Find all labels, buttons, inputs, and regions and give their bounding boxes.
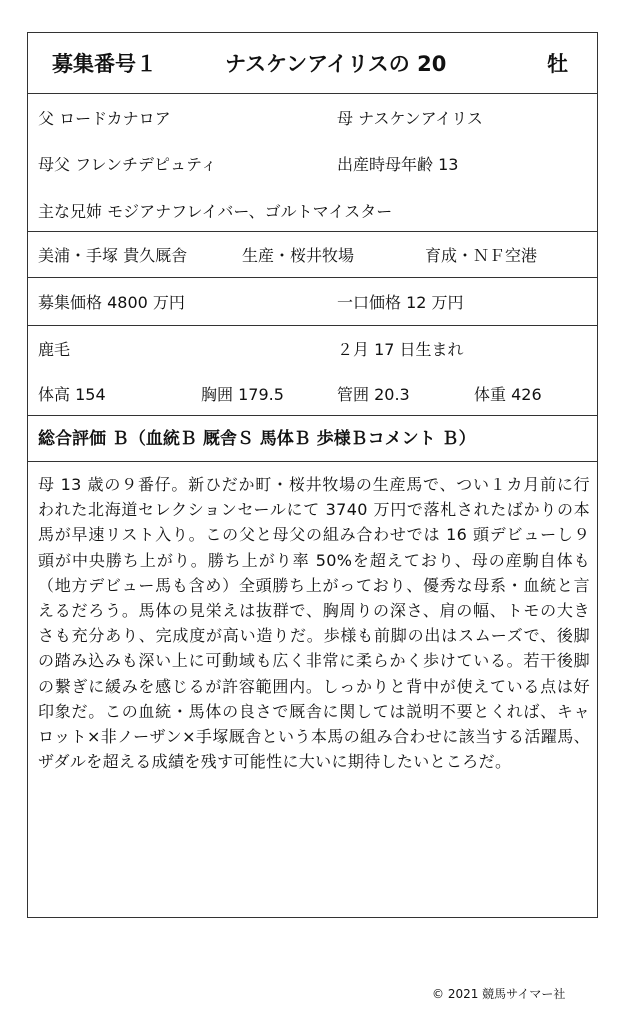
girth: 胸囲 179.5 <box>201 385 284 404</box>
recruitment-number: 募集番号１ <box>52 52 157 76</box>
share-price: 一口価格 12 万円 <box>337 293 464 312</box>
comment-text: 母 13 歳の９番仔。新ひだか町・桜井牧場の生産馬で、つい１カ月前に行われた北海道セレクションセールにて 3740 万円で落札されたばかりの本馬が早速リスト入り。この父と母父の組み合わせでは 16 頭デビューし９頭が中央勝ち上がり。勝ち上がり率 50%を超えており、母の産駒自体も（地方デビュー馬も含め）全頭勝ち上がっており、優秀な母系・血統と言えるだろう。馬体の見栄えは抜群で、胸周りの深さ、肩の幅、トモの大きさも充分あり、完成度が高い造りだ。歩様も前脚の出はスムーズで、後脚の踏み込みも深い上に可動域も広く非常に柔らかく歩けている。若干後脚の繋ぎに緩みを感じるが許容範囲内。しっかりと背中が使えている点は好印象だ。この血統・馬体の良さで厩舎に関しては説明不要とくれば、キャロット×非ノーザン×手塚厩舎という本馬の組み合わせに該当する活躍馬、ザダルを超える成績を残す可能性に大いに期待したいところだ。 <box>38 475 590 772</box>
weight: 体重 426 <box>474 385 542 404</box>
cannon: 管囲 20.3 <box>337 385 410 404</box>
horse-name: ナスケンアイリスの 20 <box>225 52 447 76</box>
pedigree-section <box>28 93 597 231</box>
trainer: 美浦・手塚 貴久厩舎 <box>38 246 188 265</box>
title-row <box>28 33 597 93</box>
sire: 父 ロードカナロア <box>38 109 171 128</box>
broodmare-sire: 母父 フレンチデピュティ <box>38 155 217 174</box>
pricing-section <box>28 277 597 325</box>
profile-section <box>28 325 597 415</box>
total-price: 募集価格 4800 万円 <box>38 293 185 312</box>
horse-info-card <box>27 32 598 918</box>
dam: 母 ナスケンアイリス <box>337 109 483 128</box>
rating-section <box>28 415 597 461</box>
height: 体高 154 <box>38 385 106 404</box>
comment-section <box>28 461 597 917</box>
birthday: ２月 17 日生まれ <box>337 340 464 359</box>
copyright: © 2021 競馬サイマー社 <box>432 987 566 1001</box>
horse-sex: 牡 <box>547 52 568 76</box>
dam-age-at-birth: 出産時母年齢 13 <box>337 155 459 174</box>
stable-section <box>28 231 597 277</box>
overall-rating: 総合評価 Ｂ（血統Ｂ 厩舎Ｓ 馬体Ｂ 歩様Ｂコメント Ｂ） <box>38 429 476 449</box>
breeder: 生産・桜井牧場 <box>242 246 355 265</box>
training-farm: 育成・ＮＦ空港 <box>425 246 538 265</box>
siblings: 主な兄姉 モジアナフレイバー、ゴルトマイスター <box>38 202 393 221</box>
coat-color: 鹿毛 <box>38 340 71 359</box>
